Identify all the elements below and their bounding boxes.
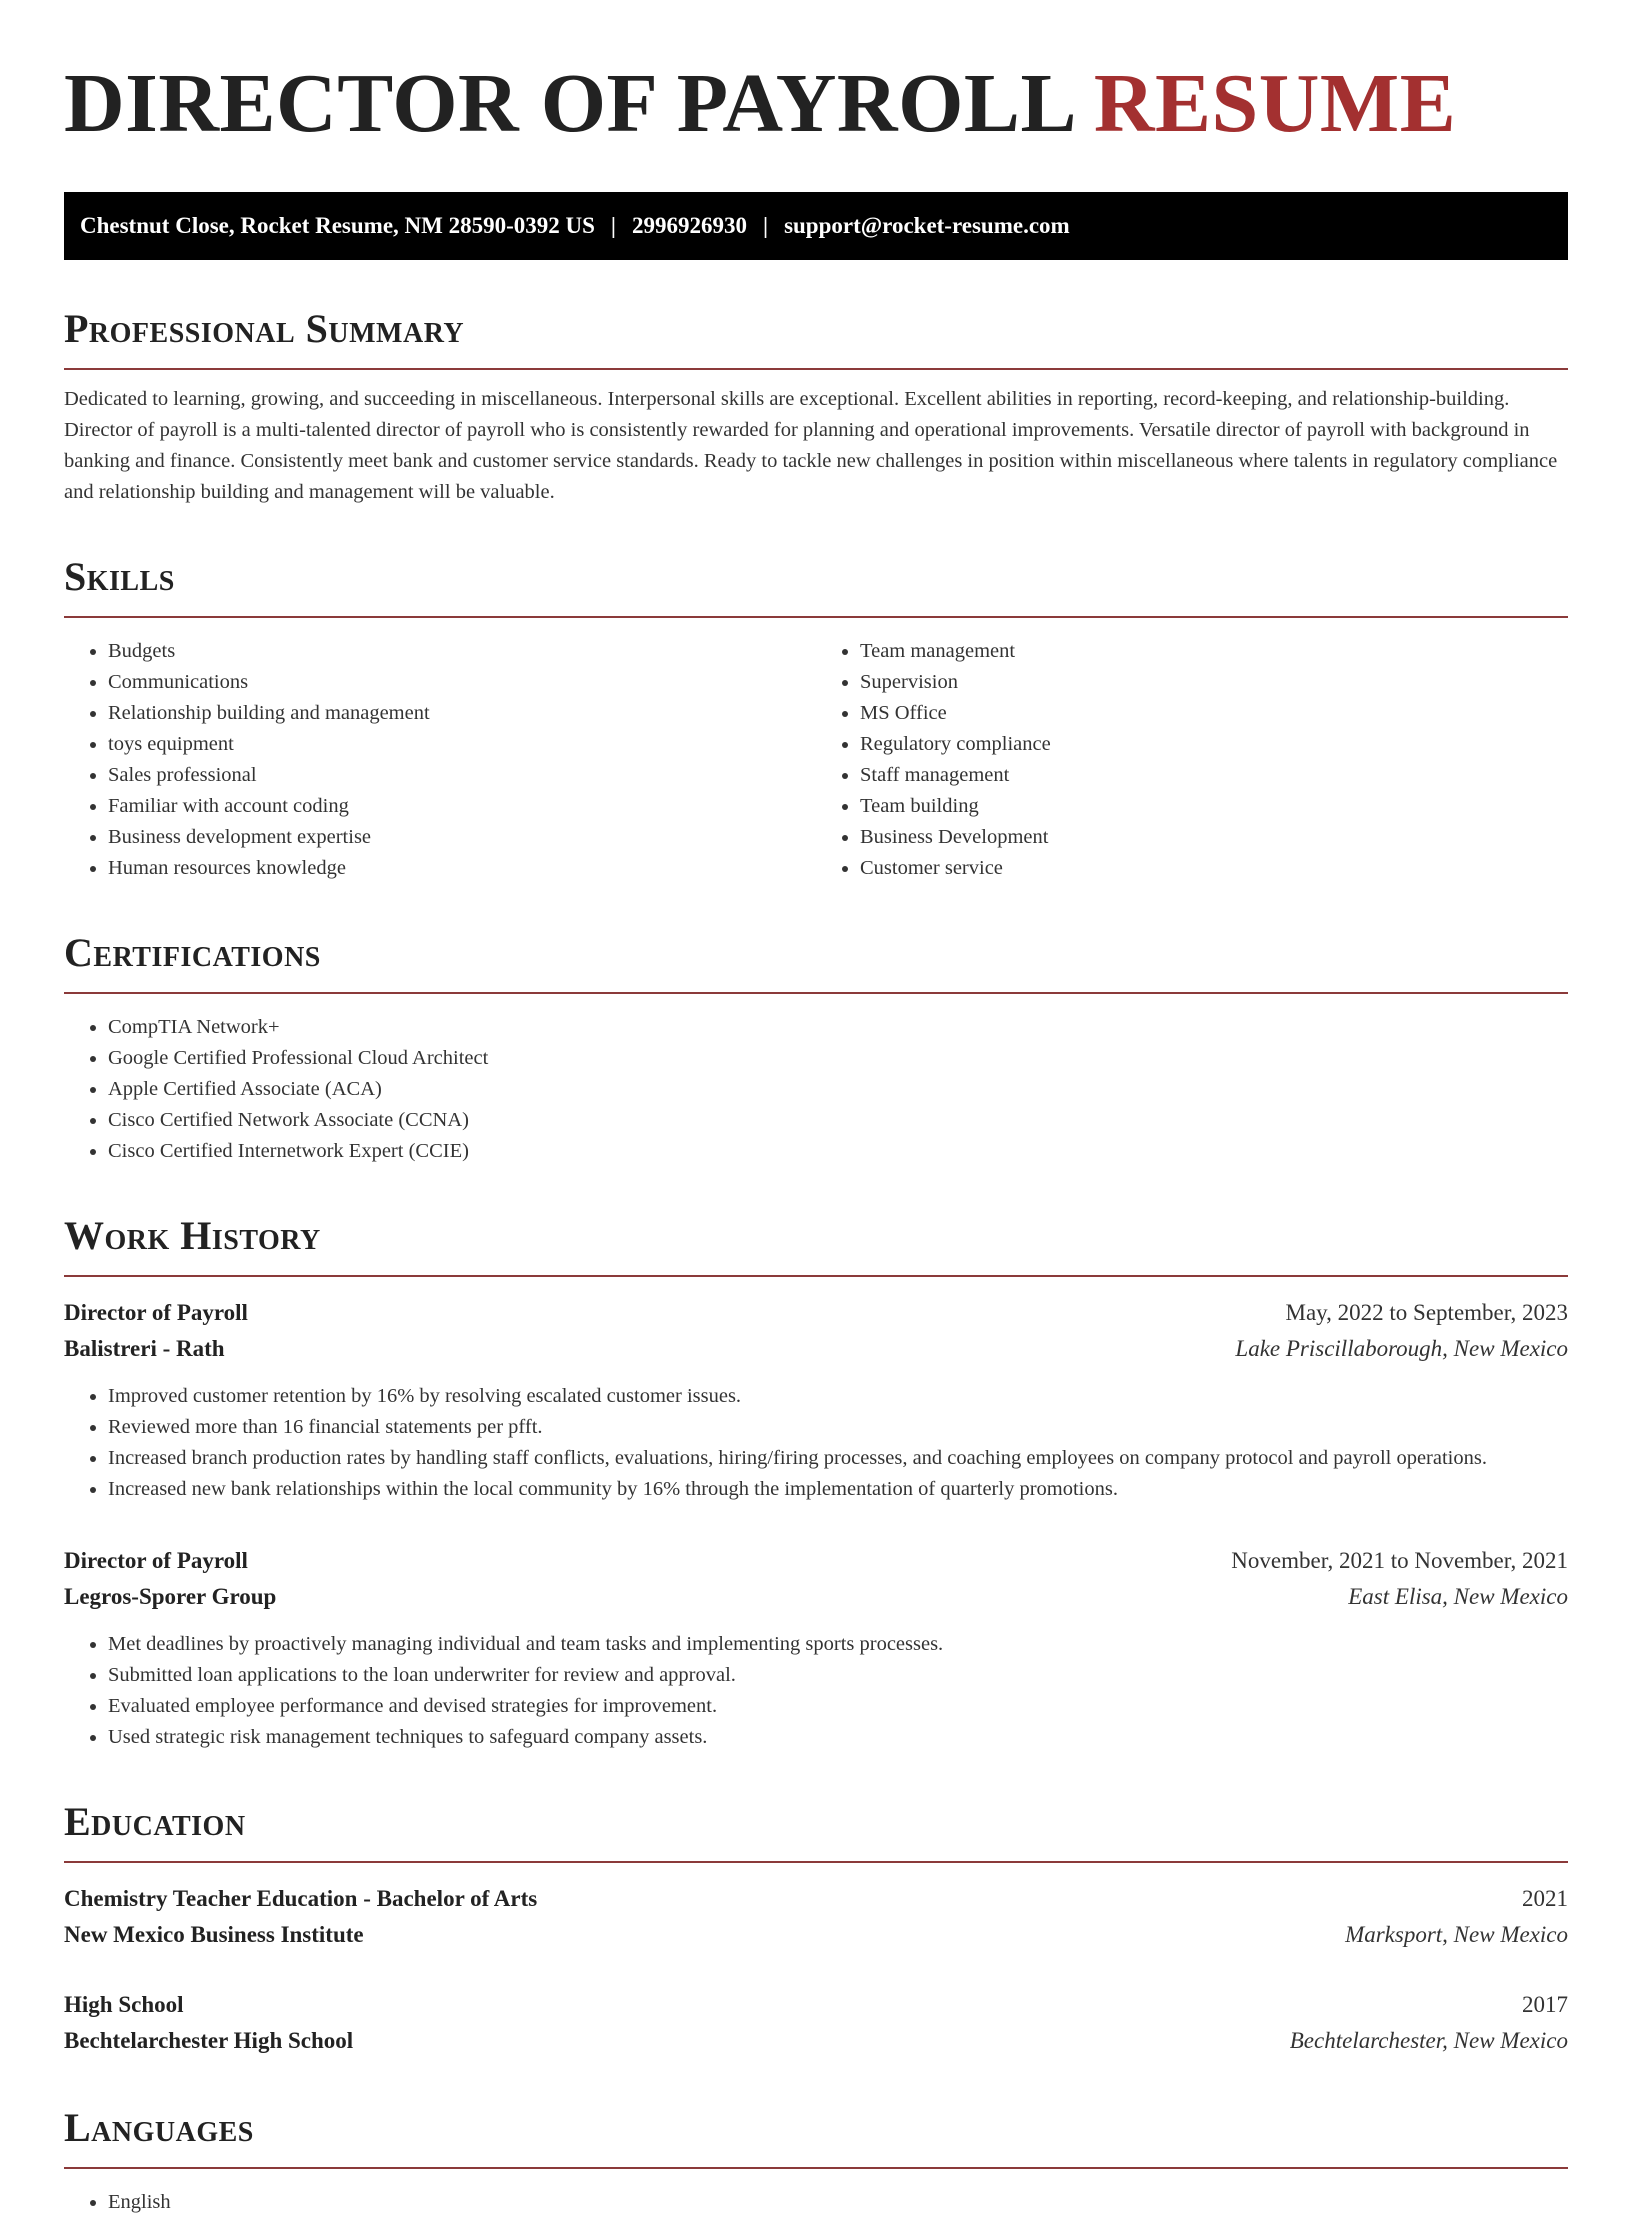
job-bullets [64,1381,1568,1505]
skill-item: • Supervision [860,667,1568,698]
skill-item: • Familiar with account coding [108,791,816,822]
summary-text: Dedicated to learning, growing, and succeeding in miscellaneous. Interpersonal skills are exceptional. Excellent abilities in reporting, record-keeping, and relationship-building. Director of payroll is a multi-talented director of payroll who is consistently rewarded for planning and operational improvements. Versatile director of payroll with background in banking and finance. Consistently meet bank and customer service standards. Ready to tackle new challenges in position within miscellaneous where talents in regulatory compliance and relationship building and management will be valuable. [64,388,1558,503]
education-school-row [64,2023,1568,2059]
job-title-row [64,1543,1568,1579]
job-bullet: • Submitted loan applications to the loan underwriter for review and approval. [108,1660,1568,1691]
contact-phone: 2996926930 [631,213,747,238]
languages-heading: Languages [64,2105,1568,2169]
skill-item: • Budgets [108,636,816,667]
job-dates: November, 2021 to November, 2021 [1231,1548,1568,1573]
education-school: New Mexico Business Institute [64,1922,364,1947]
education-school: Bechtelarchester High School [64,2028,354,2053]
resume-title [64,56,1568,152]
skill-item: • Business Development [860,822,1568,853]
skills-list-left [64,636,816,884]
education-entry [64,1881,1568,1953]
job-title-row [64,1295,1568,1331]
skill-item: • Staff management [860,760,1568,791]
job-company: Legros-Sporer Group [64,1584,277,1609]
job-location: East Elisa, New Mexico [1348,1584,1568,1609]
education-year: 2017 [1522,1992,1568,2017]
job-title: Director of Payroll [64,1300,248,1325]
certification-item: • Cisco Certified Network Associate (CCNA) [108,1105,1568,1136]
languages-list [64,2187,1568,2218]
job-entry [64,1543,1568,1753]
skill-item: • Communications [108,667,816,698]
job-entry [64,1295,1568,1505]
contact-separator: | [762,213,769,238]
education-heading: Education [64,1799,1568,1863]
skill-item: • Business development expertise [108,822,816,853]
skill-item: • Customer service [860,853,1568,884]
contact-bar [64,192,1568,260]
skill-item: • Team building [860,791,1568,822]
skill-item: • Team management [860,636,1568,667]
skills-list-right [816,636,1568,884]
certification-item: • Apple Certified Associate (ACA) [108,1074,1568,1105]
title-main: DIRECTOR OF PAYROLL [64,57,1073,150]
job-title: Director of Payroll [64,1548,248,1573]
job-bullet: • Met deadlines by proactively managing individual and team tasks and implementing sports processes. [108,1629,1568,1660]
contact-address: Chestnut Close, Rocket Resume, NM 28590-0392 US [80,213,595,238]
education-degree-row [64,1987,1568,2023]
work-history-heading: Work History [64,1213,1568,1277]
education-degree-row [64,1881,1568,1917]
job-company: Balistreri - Rath [64,1336,225,1361]
job-bullet: • Increased branch production rates by handling staff conflicts, evaluations, hiring/firing processes, and coaching employees on company protocol and payroll operations. [108,1443,1568,1474]
job-bullets [64,1629,1568,1753]
certification-item: • CompTIA Network+ [108,1012,1568,1043]
education-degree: Chemistry Teacher Education - Bachelor of Arts [64,1886,538,1911]
education-degree: High School [64,1992,184,2017]
job-bullet: • Reviewed more than 16 financial statements per pfft. [108,1412,1568,1443]
education-school-row [64,1917,1568,1953]
skills-heading: Skills [64,554,1568,618]
job-location: Lake Priscillaborough, New Mexico [1235,1336,1568,1361]
job-bullet: • Used strategic risk management techniques to safeguard company assets. [108,1722,1568,1753]
summary-heading: Professional Summary [64,306,1568,370]
language-item: • English [108,2187,1568,2218]
job-bullet: • Evaluated employee performance and devised strategies for improvement. [108,1691,1568,1722]
skill-item: • Regulatory compliance [860,729,1568,760]
education-entry [64,1987,1568,2059]
skill-item: • MS Office [860,698,1568,729]
certifications-list [64,1012,1568,1167]
certifications-heading: Certifications [64,930,1568,994]
skill-item: • Sales professional [108,760,816,791]
job-company-row [64,1579,1568,1615]
skill-item: • Human resources knowledge [108,853,816,884]
job-bullet: • Increased new bank relationships within the local community by 16% through the implementation of quarterly promotions. [108,1474,1568,1505]
skill-item: • toys equipment [108,729,816,760]
skills-grid [64,618,1568,884]
skill-item: • Relationship building and management [108,698,816,729]
title-accent: RESUME [1093,57,1457,150]
certification-item: • Google Certified Professional Cloud Architect [108,1043,1568,1074]
job-company-row [64,1331,1568,1367]
education-location: Bechtelarchester, New Mexico [1289,2028,1568,2053]
job-dates: May, 2022 to September, 2023 [1285,1300,1568,1325]
job-bullet: • Improved customer retention by 16% by resolving escalated customer issues. [108,1381,1568,1412]
education-year: 2021 [1522,1886,1568,1911]
contact-separator: | [610,213,616,238]
certification-item: • Cisco Certified Internetwork Expert (CCIE) [108,1136,1568,1167]
education-location: Marksport, New Mexico [1345,1922,1568,1947]
contact-email[interactable]: support@rocket-resume.com [784,213,1070,238]
